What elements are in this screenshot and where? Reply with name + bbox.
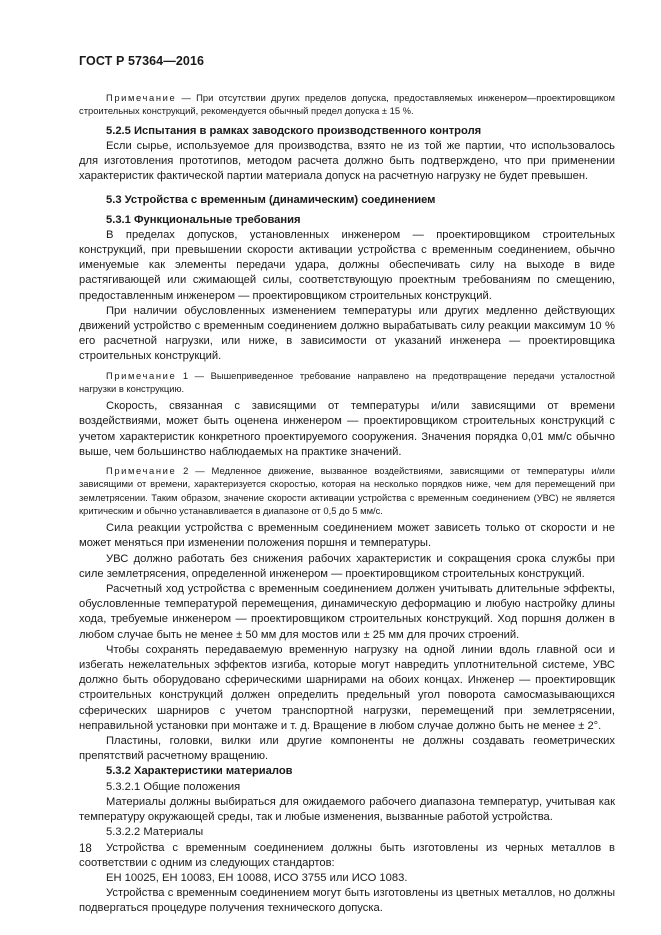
paragraph: Если сырье, используемое для производства, взято не из той же партии, что использовалось для изготовления прототипов, методом расчета должно быть подтверждено, что при применении характеристик фактической партии материала допуск на расчетную нагрузку не будет превышен. (79, 139, 615, 183)
note-label: Примечание (106, 465, 177, 477)
paragraph: Устройства с временным соединением должны быть изготовлены из черных металлов в соответствии с одним из следующих стандартов: (79, 841, 615, 869)
note-text: 1 — Вышеприведенное требование направлено на предотвращение передачи усталостной нагрузки в конструкцию. (79, 369, 615, 394)
standards-list: ЕН 10025, ЕН 10083, ЕН 10088, ИСО 3755 или ИСО 1083. (106, 871, 408, 884)
note-text: — При отсутствии других пределов допуска, предоставляемых инженером—проектировщиком строительных конструкций, рекомендуется обычный предел допуска ± 15 %. (79, 92, 615, 117)
subsection-heading-5-3-2-2: 5.3.2.2 Материалы (106, 826, 204, 839)
paragraph: Расчетный ход устройства с временным соединением должен учитывать длительные эффекты, обусловленные температурой перемещения, динамическую деформацию и любую настройку длины хода, требуемые инженером — проектировщиком строительных конструкций. Ход поршня должен в любом случае быть не менее ± 50 мм для мостов или ± 25 мм для прочих строений. (79, 583, 615, 641)
paragraph: Скорость, связанная с зависящими от температуры и/или зависящими от времени воздействиями, может быть оценена инженером — проектировщиком строительных конструкций с учетом характеристик конкретного проектируемого сооружения. Значения порядка 0,01 мм/с обычно выше, чем большинство наблюдаемых на практике значений. (79, 400, 615, 458)
paragraph: Устройства с временным соединением могут быть изготовлены из цветных металлов, но должны подвергаться процедуре получения технического допуска. (79, 887, 615, 915)
note-paragraph (79, 91, 615, 118)
section-heading-5-3-2: 5.3.2 Характеристики материалов (106, 765, 293, 778)
note-paragraph (79, 464, 615, 517)
paragraph: Пластины, головки, вилки или другие компоненты не должны создавать геометрических препятствий расчетному вращению. (79, 735, 615, 763)
paragraph: Сила реакции устройства с временным соединением может зависеть только от скорости и не может меняться при изменении положения поршня и температуры. (79, 522, 615, 550)
paragraph: В пределах допусков, установленных инженером — проектировщиком строительных конструкций, при превышении скорости активации устройства с временным соединением, обычно именуемые как элементы передачи удара, должны обеспечивать силу на выходе в виде растягивающей или сжимающей силы, соответствующую проектным требованиям по смещению, предоставленным инженером — проектировщиком строительных конструкций. (79, 228, 615, 302)
section-heading-5-2-5: 5.2.5 Испытания в рамках заводского производственного контроля (106, 124, 482, 137)
page-number: 18 (79, 843, 92, 855)
subsection-heading-5-3-2-1: 5.3.2.1 Общие положения (106, 780, 241, 793)
document-header: ГОСТ Р 57364—2016 (79, 54, 205, 68)
section-heading-5-3-1: 5.3.1 Функциональные требования (106, 213, 301, 226)
page-content (79, 91, 615, 917)
note-label: Примечание (106, 92, 177, 103)
section-heading-5-3: 5.3 Устройства с временным (динамическим) соединением (106, 194, 436, 207)
note-label: Примечание (106, 369, 177, 381)
note-text: 2 — Медленное движение, вызванное воздействиями, зависящими от температуры и/или зависящими от времени, характеризуется скоростью, которая на несколько порядков ниже, чем для перемещений при землетрясении. Таким образом, значение скорости активации устройства с временным соединением (УВС) не является критическим и обычно устанавливается в диапазоне от 0,5 до 5 мм/с. (79, 465, 615, 516)
paragraph: Чтобы сохранять передаваемую временную нагрузку на одной линии вдоль главной оси и избегать нежелательных эффектов изгиба, которые могут навредить уплотнительной системе, УВС должно быть оборудовано сферическими шарнирами на обоих концах. Инженер — проектировщик строительных конструкций должен определить предельный угол поворота самосмазывающихся сферических шарниров с учетом транспортной нагрузки, перемещений при землетрясении, неправильной установки при монтаже и т. д. Вращение в любом случае должно быть не менее ± 2°. (79, 643, 615, 732)
paragraph: Материалы должны выбираться для ожидаемого рабочего диапазона температур, учитывая как температуру окружающей среды, так и любые изменения, вызванные работой устройства. (79, 795, 615, 824)
note-paragraph (79, 369, 615, 396)
paragraph: При наличии обусловленных изменением температуры или других медленно действующих движений устройство с временным соединением должно вырабатывать силу реакции максимум 10 % его расчетной нагрузки, или ниже, в зависимости от указаний инженера — проектировщика строительных конструкций. (79, 304, 615, 363)
paragraph: УВС должно работать без снижения рабочих характеристик и сокращения срока службы при силе землетрясения, определенной инженером — проектировщиком строительных конструкций. (79, 552, 615, 580)
